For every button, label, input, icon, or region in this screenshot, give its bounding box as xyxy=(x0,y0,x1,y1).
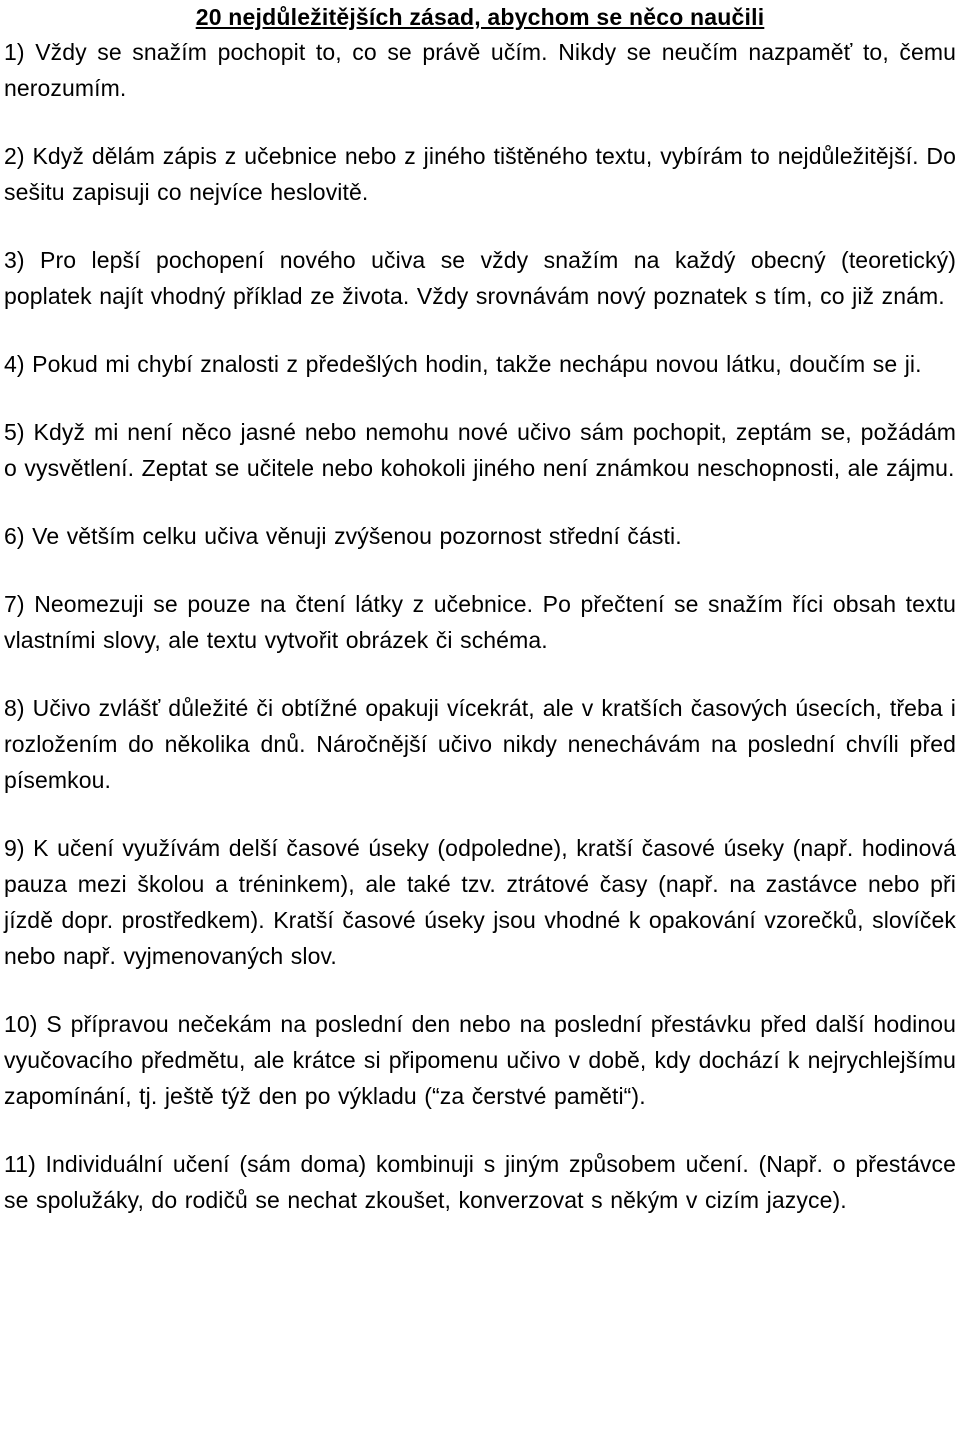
rule-1: 1) Vždy se snažím pochopit to, co se právě učím. Nikdy se neučím nazpaměť to, čemu nerozumím. xyxy=(4,39,956,101)
rule-6: 6) Ve větším celku učiva věnuji zvýšenou pozornost střední části. xyxy=(4,523,682,549)
rule-9: 9) K učení využívám delší časové úseky (odpoledne), kratší časové úseky (např. hodinová pauza mezi školou a tréninkem), ale také tzv. ztrátové časy (např. na zastávce nebo při jízdě dopr. prostředkem). Kratší časové úseky jsou vhodné k opakování vzorečků, slovíček nebo např. vyjmenovaných slov. xyxy=(4,835,956,969)
rule-3: 3) Pro lepší pochopení nového učiva se vždy snažím na každý obecný (teoretický) poplatek najít vhodný příklad ze života. Vždy srovnávám nový poznatek s tím, co již znám. xyxy=(4,247,956,309)
rule-10: 10) S přípravou nečekám na poslední den nebo na poslední přestávku před další hodinou vyučovacího předmětu, ale krátce si připomenu učivo v době, kdy dochází k nejrychlejšímu zapomínání, tj. ještě týž den po výkladu (“za čerstvé paměti“). xyxy=(4,1011,956,1109)
rule-4: 4) Pokud mi chybí znalosti z předešlých hodin, takže nechápu novou látku, doučím se ji. xyxy=(4,351,922,377)
rule-5: 5) Když mi není něco jasné nebo nemohu nové učivo sám pochopit, zeptám se, požádám o vysvětlení. Zeptat se učitele nebo kohokoli jiného není známkou neschopnosti, ale zájmu. xyxy=(4,419,956,481)
rule-11: 11) Individuální učení (sám doma) kombinuji s jiným způsobem učení. (Např. o přestávce se spolužáky, do rodičů se nechat zkoušet, konverzovat s někým v cizím jazyce). xyxy=(4,1151,956,1213)
rule-8: 8) Učivo zvlášť důležité či obtížné opakuji vícekrát, ale v kratších časových úsecích, třeba i rozložením do několika dnů. Náročnější učivo nikdy nenechávám na poslední chvíli před písemkou. xyxy=(4,695,956,793)
document-title: 20 nejdůležitějších zásad, abychom se něco naučili xyxy=(195,4,765,30)
rule-7: 7) Neomezuji se pouze na čtení látky z učebnice. Po přečtení se snažím říci obsah textu vlastními slovy, ale textu vytvořit obrázek či schéma. xyxy=(4,591,956,653)
rule-2: 2) Když dělám zápis z učebnice nebo z jiného tištěného textu, vybírám to nejdůležitější. Do sešitu zapisuji co nejvíce heslovitě. xyxy=(4,143,956,205)
